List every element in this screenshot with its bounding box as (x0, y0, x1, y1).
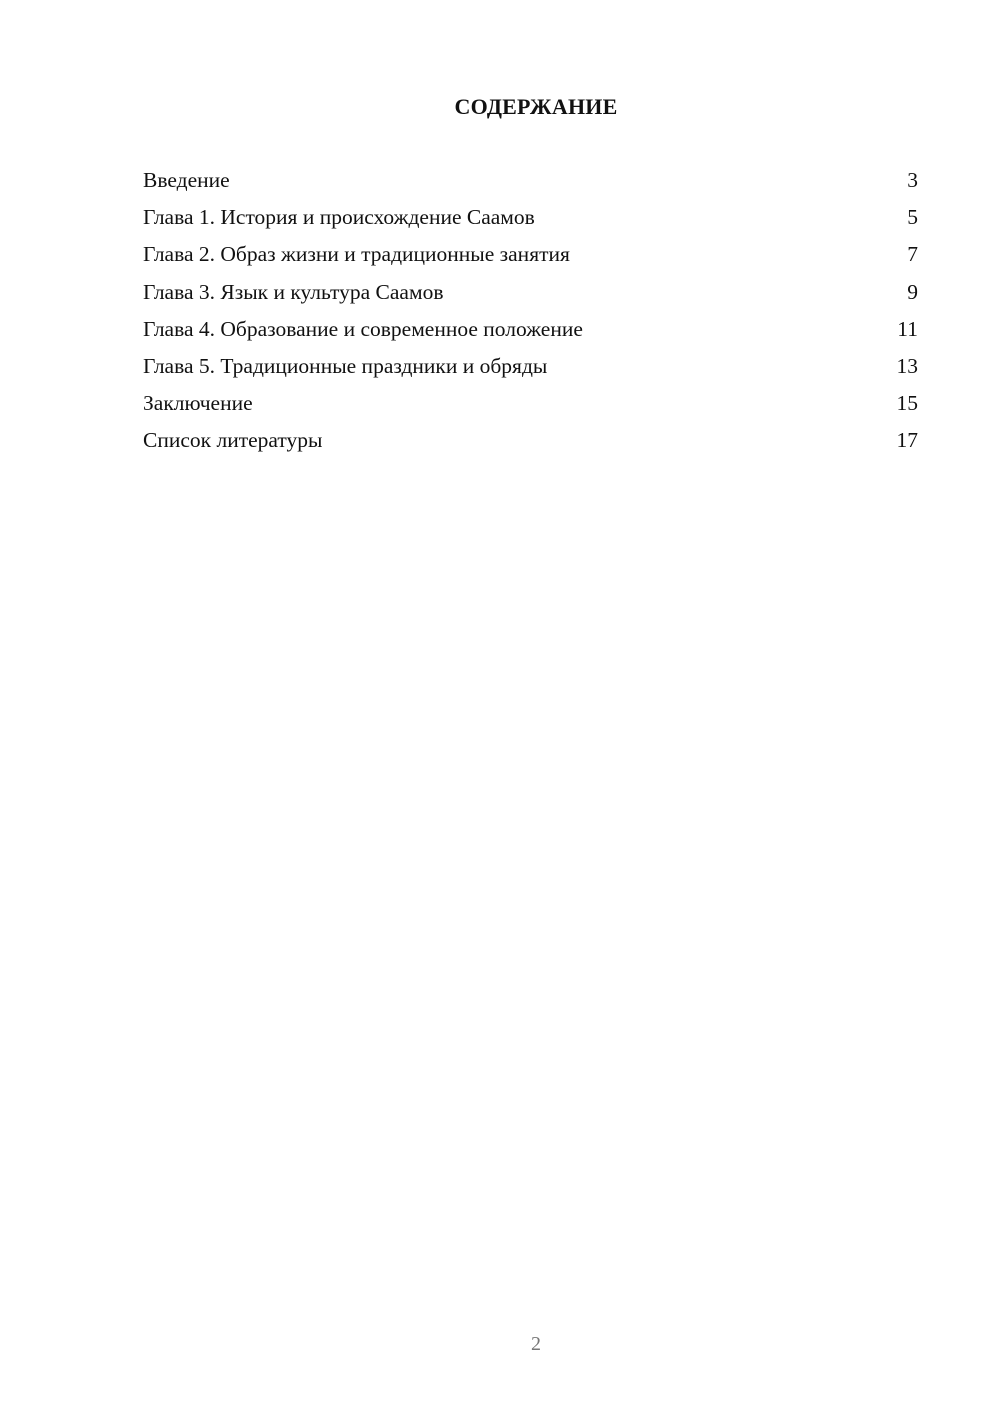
toc-entry-page: 13 (896, 353, 918, 378)
toc-entry-label: Глава 2. Образ жизни и традиционные занятия (143, 242, 570, 267)
toc-entry-conclusion (143, 391, 918, 428)
toc-entry-introduction (143, 168, 918, 205)
toc-entry-page: 15 (896, 391, 918, 416)
toc-entry-label: Глава 5. Традиционные праздники и обряды (143, 353, 548, 378)
page-title: СОДЕРЖАНИЕ (454, 94, 618, 119)
toc-entry-chapter-1 (143, 205, 918, 242)
toc-entry-label: Заключение (143, 391, 253, 416)
toc-entry-page: 5 (907, 205, 918, 230)
toc-entry-page: 7 (907, 242, 918, 267)
toc-entry-label: Глава 1. История и происхождение Саамов (143, 205, 535, 230)
toc-entry-page: 11 (897, 316, 918, 341)
toc-entry-page: 9 (907, 279, 918, 304)
toc-entry-chapter-2 (143, 242, 918, 279)
toc-entry-label: Список литературы (143, 428, 323, 453)
toc-entry-page: 17 (896, 428, 918, 453)
toc-entry-label: Введение (143, 168, 230, 192)
toc-entry-chapter-3 (143, 280, 918, 317)
toc-entry-chapter-4 (143, 317, 918, 354)
toc-entry-label: Глава 3. Язык и культура Саамов (143, 279, 444, 304)
table-of-contents (143, 168, 918, 466)
toc-entry-bibliography (143, 428, 918, 465)
page-number: 2 (531, 1333, 541, 1355)
toc-entry-label: Глава 4. Образование и современное положение (143, 316, 583, 341)
toc-entry-page: 3 (907, 168, 918, 192)
toc-entry-chapter-5 (143, 354, 918, 391)
